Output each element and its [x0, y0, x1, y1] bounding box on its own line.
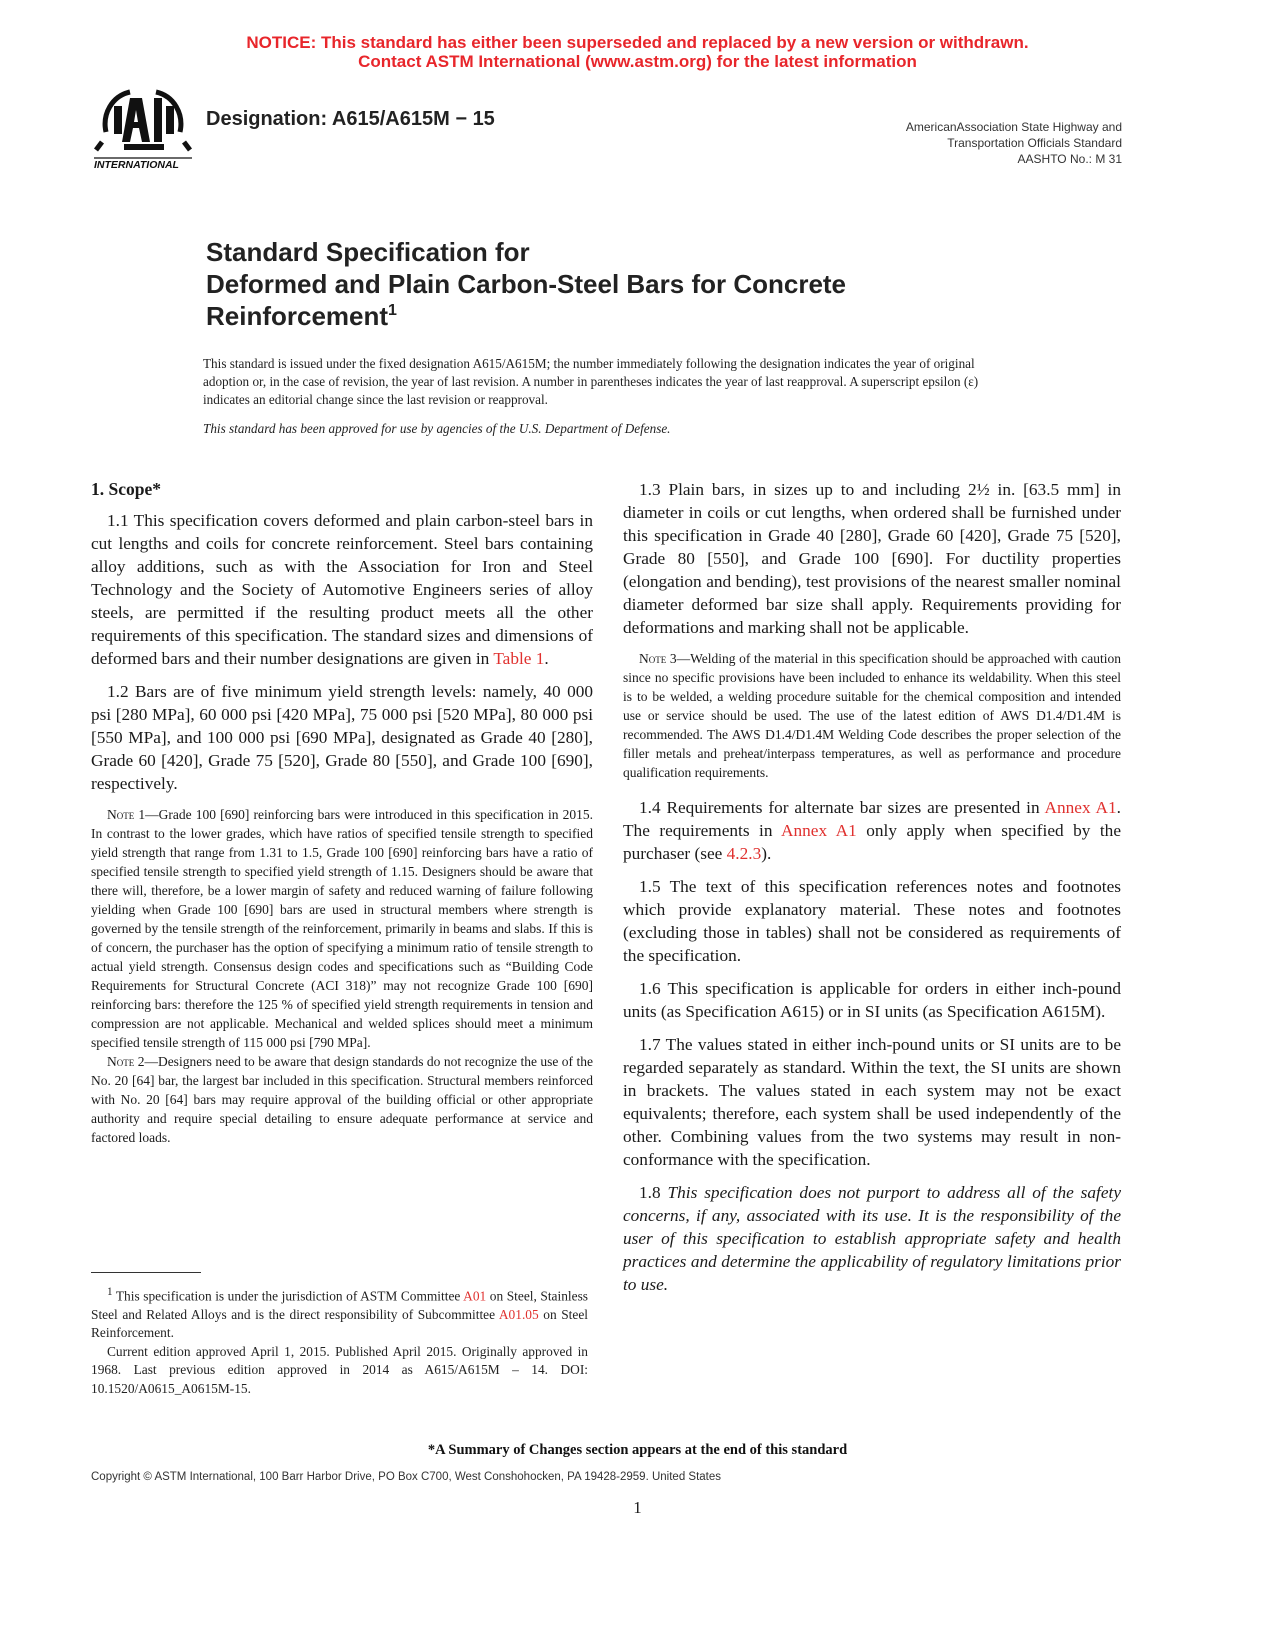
title-line-1: Standard Specification for: [206, 237, 530, 267]
title-footnote-mark: 1: [388, 302, 397, 319]
paragraph-1-1-text: 1.1 This specification covers deformed and plain carbon-steel bars in cut lengths and coils for concrete reinforcement. Steel bars containing alloy additions, such as with the Association for Iron and Steel Technology and the Society of Automotive Engineers series of alloy steels, are permitted if the resulting product meets all the other requirements of this specification. The standard sizes and dimensions of deformed bars and their number designations are given in: [91, 511, 593, 668]
notice-line-2: Contact ASTM International (www.astm.org) for the latest information: [358, 52, 917, 71]
note-1-text: 1—Grade 100 [690] reinforcing bars were introduced in this specification in 2015. In contrast to the lower grades, which have ratios of specified tensile strength to specified yield strength that range from 1.31 to 1.5, Grade 100 [690] reinforcing bars have a ratio of specified tensile strength to specified yield strength of 1.15. Designers should be aware that there will, therefore, be a lower margin of safety and reduced warning of failure following yielding when Grade 100 [690] bars are used in structural members where strength is governed by the tensile strength of the reinforcement, primarily in beams and slabs. If this is of concern, the purchaser has the option of specifying a minimum ratio of tensile strength to actual yield strength. Consensus design codes and specifications such as “Building Code Requirements for Structural Concrete (ACI 318)” may not recognize Grade 100 [690] reinforcing bars: therefore the 125 % of specified yield strength requirements in tension and compression are not applicable. Mechanical and welded splices should meet a minimum specified tensile strength of 115 000 psi [790 MPa].: [91, 807, 593, 1050]
paragraph-1-8-num: 1.8: [639, 1183, 668, 1202]
paragraph-1-3: 1.3 Plain bars, in sizes up to and including 2½ in. [63.5 mm] in diameter in coils or cut lengths, when ordered shall be furnished under this specification in Grade 40 [280], Grade 60 [420], Grade 75 [520], Grade 80 [550], and Grade 100 [690]. For ductility properties (elongation and bending), test provisions of the nearest smaller nominal diameter deformed bar size shall apply. Requirements providing for deformations and marking shall not be applicable.: [623, 480, 1121, 637]
page-number: 1: [633, 1498, 642, 1517]
section-4-2-3-link[interactable]: 4.2.3: [726, 844, 762, 863]
note-3: [623, 649, 1121, 782]
paragraph-1-1-end: .: [544, 649, 549, 668]
dod-approval: This standard has been approved for use by agencies of the U.S. Department of Defense.: [203, 421, 671, 436]
footnote-edition: Current edition approved April 1, 2015. Published April 2015. Originally approved in 1968. Last previous edition approved in 2014 as A615/A615M – 14. DOI: 10.1520/A0615_A0615M-15.: [91, 1343, 588, 1396]
title-line-2: Deformed and Plain Carbon-Steel Bars for Concrete: [206, 269, 847, 299]
aashto-line-2: Transportation Officials Standard: [947, 136, 1122, 150]
footnote-jurisdiction: [91, 1283, 588, 1343]
paragraph-1-4-a: 1.4 Requirements for alternate bar sizes are presented in: [639, 798, 1045, 817]
notice-line-1: NOTICE: This standard has either been superseded and replaced by a new version or withdrawn.: [246, 33, 1029, 52]
logo-international-text: INTERNATIONAL: [94, 159, 179, 171]
aashto-line-3: AASHTO No.: M 31: [1017, 152, 1122, 166]
aashto-line-1: AmericanAssociation State Highway and: [905, 120, 1122, 134]
paragraph-1-7: 1.7 The values stated in either inch-pound units or SI units are to be regarded separately as standard. Within the text, the SI units are shown in brackets. The values stated in each system may not be exact equivalents; therefore, each system shall be used independently of the other. Combining values from the two systems may result in non-conformance with the specification.: [623, 1035, 1121, 1169]
footnote-rule: [91, 1272, 201, 1273]
footnote-text-a: This specification is under the jurisdiction of ASTM Committee: [112, 1288, 464, 1304]
annex-a1-link[interactable]: Annex A1: [1044, 798, 1117, 817]
paragraph-1-4-d: ).: [761, 844, 772, 863]
subcommittee-a01-05-link[interactable]: A01.05: [498, 1306, 539, 1322]
summary-of-changes-note: *A Summary of Changes section appears at the end of this standard: [427, 1442, 848, 1458]
designation: Designation: A615/A615M − 15: [206, 108, 495, 130]
note-2-text: 2—Designers need to be aware that design standards do not recognize the use of the No. 20 [64] bar, the largest bar included in this specification. Structural members reinforced with No. 20 [64] bars may require approval of the building official or other appropriate authority and require special detailing to ensure adequate performance at service and factored loads.: [91, 1054, 593, 1145]
title-line-3-text: Reinforcement: [206, 301, 389, 331]
aashto-block: [906, 119, 1122, 167]
paragraph-1-8: [623, 1181, 1121, 1296]
left-column: [91, 478, 593, 1147]
note-2-label: Note: [107, 1054, 135, 1069]
section-heading-scope: 1. Scope*: [91, 479, 161, 499]
note-3-text: 3—Welding of the material in this specification should be approached with caution since no specific provisions have been included to enhance its weldability. When this steel is to be welded, a welding procedure suitable for the chemical composition and intended use or service should be used. The use of the latest edition of AWS D1.4/D1.4M is recommended. The AWS D1.4/D1.4M Welding Code describes the proper selection of the filler metals and preheat/interpass temperatures, as well as performance and procedure qualification requirements.: [623, 651, 1121, 780]
paragraph-1-4: [623, 796, 1121, 865]
note-2: [91, 1052, 593, 1147]
note-1-label: Note: [107, 807, 135, 822]
superseded-notice: [0, 33, 1275, 71]
note-1: [91, 805, 593, 1052]
footnote-text-c: on Steel Reinforcement.: [91, 1306, 588, 1341]
paragraph-1-5: 1.5 The text of this specification references notes and footnotes which provide explanatory material. These notes and footnotes (excluding those in tables) shall not be considered as requirements of the specification.: [623, 877, 1121, 965]
footnote-text-b: on Steel, Stainless Steel and Related Alloys and is the direct responsibility of Subcommittee: [91, 1288, 588, 1322]
table-1-link[interactable]: Table 1: [493, 649, 545, 668]
footnote-mark: 1: [107, 1286, 113, 1298]
annex-a1-link-2[interactable]: Annex A1: [781, 821, 857, 840]
paragraph-1-2: 1.2 Bars are of five minimum yield strength levels: namely, 40 000 psi [280 MPa], 60 000 psi [420 MPa], 75 000 psi [520 MPa], 80 000 psi [550 MPa], and 100 000 psi [690 MPa], designated as Grade 40 [280], Grade 60 [420], Grade 75 [520], Grade 80 [550], and Grade 100 [690], respectively.: [91, 682, 593, 793]
document-title: [206, 236, 846, 332]
title-line-3: [206, 300, 846, 332]
preamble: This standard is issued under the fixed designation A615/A615M; the number immediately following the designation indicates the year of original adoption or, in the case of revision, the year of last revision. A number in parentheses indicates the year of last reapproval. A superscript epsilon (ε) indicates an editorial change since the last revision or reapproval.: [203, 356, 979, 407]
note-3-label: Note: [639, 651, 667, 666]
paragraph-1-8-text: This specification does not purport to address all of the safety concerns, if any, associated with its use. It is the responsibility of the user of this specification to establish appropriate safety and health practices and determine the applicability of regulatory limitations prior to use.: [623, 1183, 1121, 1294]
copyright: Copyright © ASTM International, 100 Barr Harbor Drive, PO Box C700, West Conshohocken, PA 19428-2959. United States: [91, 1471, 722, 1483]
astm-logo: [92, 84, 194, 172]
paragraph-1-4-c: only apply when specified by the purchaser (see: [623, 821, 1121, 863]
paragraph-1-4-b: . The requirements in: [623, 798, 1121, 840]
paragraph-1-6: 1.6 This specification is applicable for orders in either inch-pound units (as Specification A615) or in SI units (as Specification A615M).: [623, 979, 1121, 1021]
footnote-1: [91, 1283, 588, 1398]
astm-logo-mark: [92, 84, 194, 172]
right-column: [623, 478, 1121, 1306]
committee-a01-link[interactable]: A01: [463, 1288, 487, 1304]
paragraph-1-1: [91, 509, 593, 670]
